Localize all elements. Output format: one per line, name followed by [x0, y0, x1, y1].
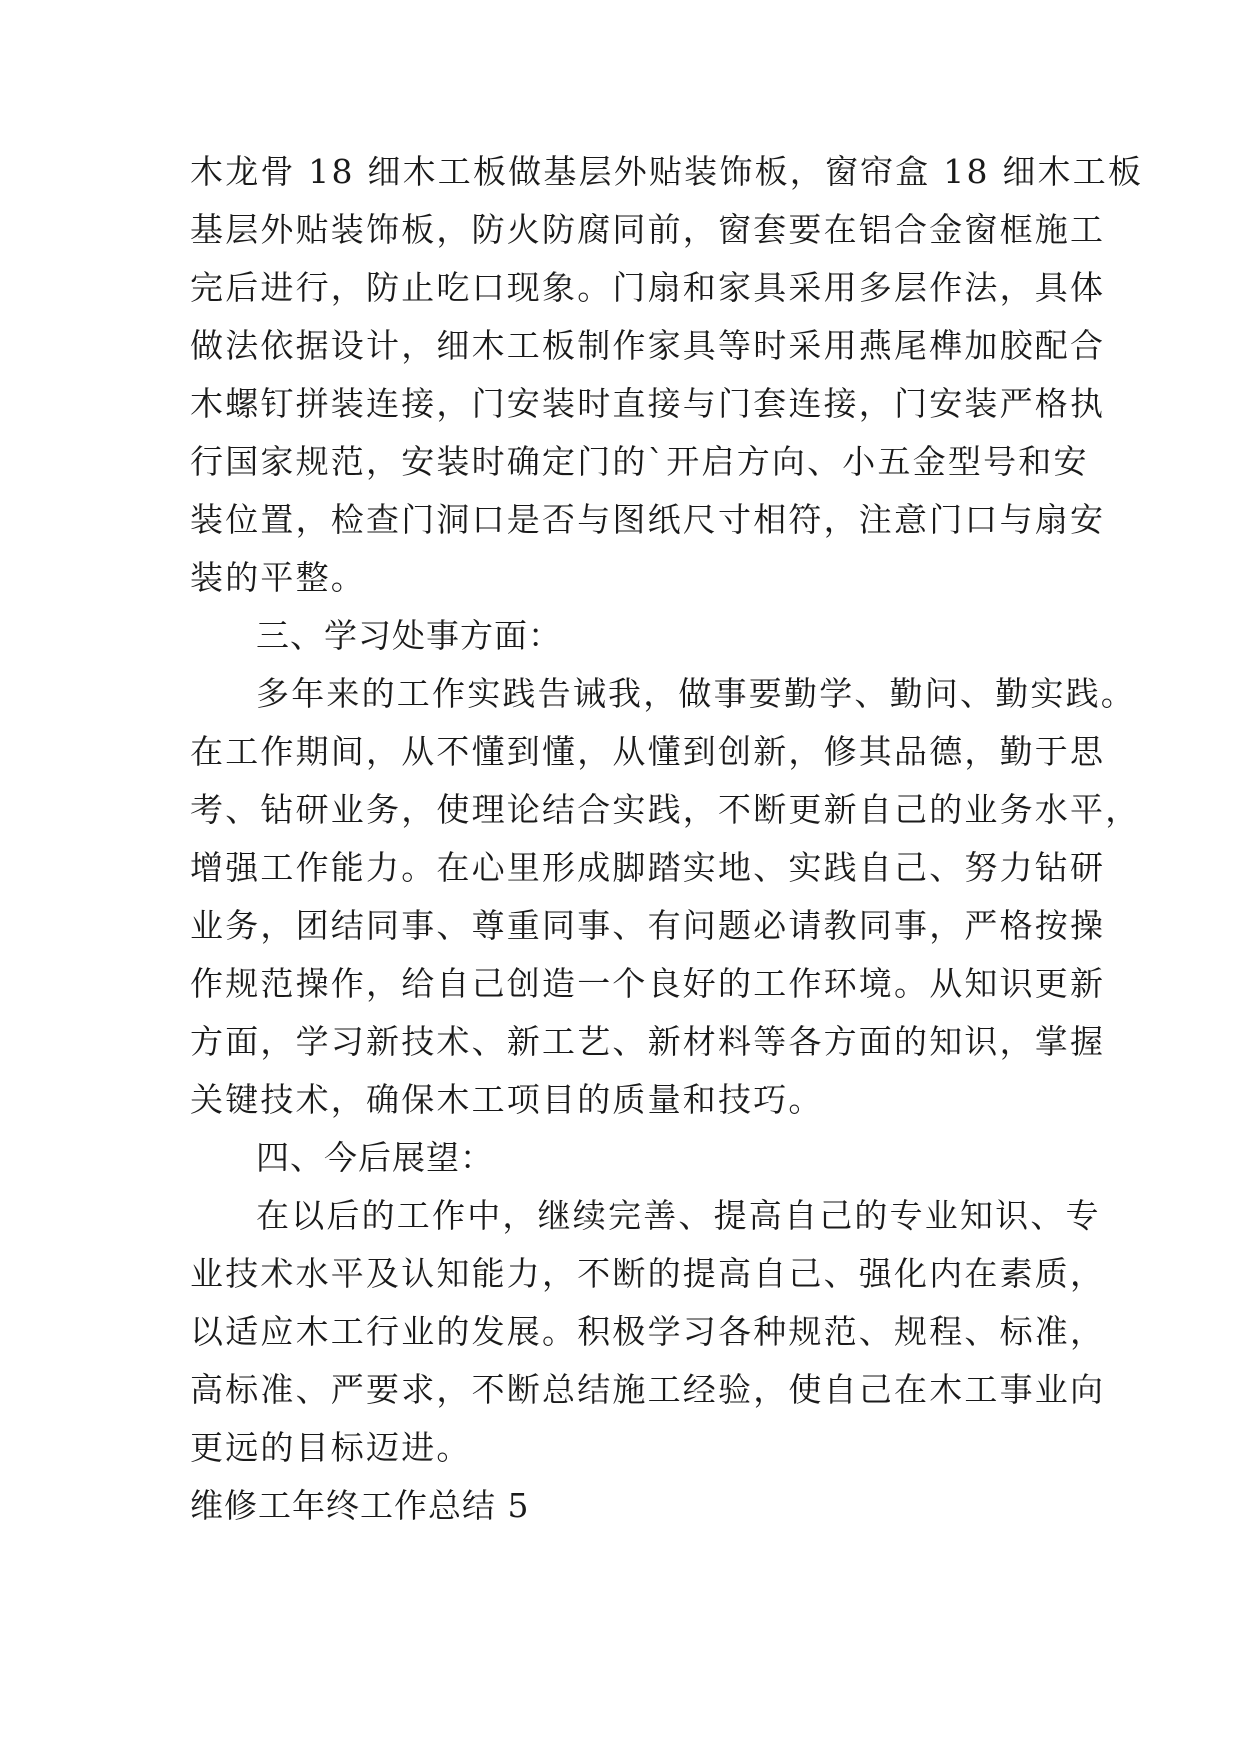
paragraph-line: 业技术水平及认知能力，不断的提高自己、强化内在素质， [190, 1254, 1106, 1293]
next-section-title: 维修工年终工作总结 5 [190, 1486, 530, 1525]
paragraph-line: 在以后的工作中，继续完善、提高自己的专业知识、专 [256, 1196, 1101, 1235]
paragraph-line: 完后进行，防止吃口现象。门扇和家具采用多层作法，具体 [190, 268, 1106, 307]
paragraph-line: 作规范操作，给自己创造一个良好的工作环境。从知识更新 [190, 964, 1106, 1003]
paragraph-line: 木龙骨 18 细木工板做基层外贴装饰板，窗帘盒 18 细木工板 [190, 152, 1144, 191]
section-heading-4: 四、今后展望： [256, 1138, 494, 1177]
paragraph-line: 高标准、严要求，不断总结施工经验，使自己在木工事业向 [190, 1370, 1106, 1409]
paragraph-line: 装位置，检查门洞口是否与图纸尺寸相符，注意门口与扇安 [190, 500, 1106, 539]
paragraph-line: 以适应木工行业的发展。积极学习各种规范、规程、标准， [190, 1312, 1106, 1351]
paragraph-line: 增强工作能力。在心里形成脚踏实地、实践自己、努力钻研 [190, 848, 1106, 887]
paragraph-line: 做法依据设计，细木工板制作家具等时采用燕尾榫加胶配合 [190, 326, 1106, 365]
paragraph-line: 关键技术，确保木工项目的质量和技巧。 [190, 1080, 824, 1119]
paragraph-line: 考、钻研业务，使理论结合实践，不断更新自己的业务水平， [190, 790, 1141, 829]
paragraph-line: 多年来的工作实践告诫我，做事要勤学、勤问、勤实践。 [256, 674, 1136, 713]
paragraph-line: 更远的目标迈进。 [190, 1428, 472, 1467]
section-heading-3: 三、学习处事方面： [256, 616, 562, 655]
paragraph-line: 行国家规范，安装时确定门的`开启方向、小五金型号和安 [190, 442, 1089, 481]
paragraph-line: 在工作期间，从不懂到懂，从懂到创新，修其品德，勤于思 [190, 732, 1106, 771]
paragraph-line: 基层外贴装饰板，防火防腐同前，窗套要在铝合金窗框施工 [190, 210, 1106, 249]
paragraph-line: 业务，团结同事、尊重同事、有问题必请教同事，严格按操 [190, 906, 1106, 945]
paragraph-line: 木螺钉拼装连接，门安装时直接与门套连接，门安装严格执 [190, 384, 1106, 423]
paragraph-line: 方面，学习新技术、新工艺、新材料等各方面的知识，掌握 [190, 1022, 1106, 1061]
paragraph-line: 装的平整。 [190, 558, 366, 597]
